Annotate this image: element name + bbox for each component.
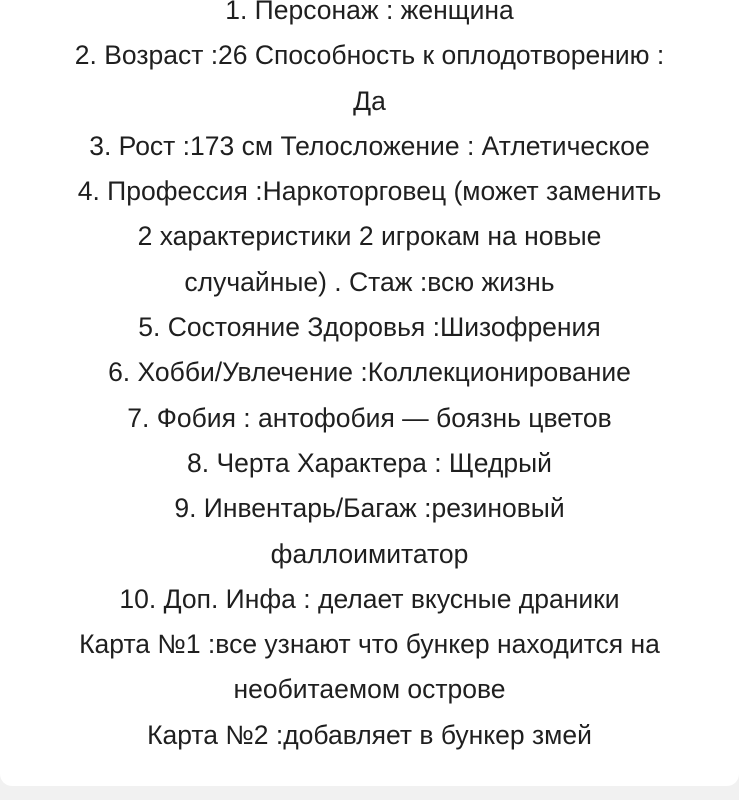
text-line-card-1: Карта №1 :все узнают что бункер находится на (79, 629, 660, 660)
text-line-trait: 8. Черта Характера : Щедрый (187, 447, 552, 478)
text-line-card-2: Карта №2 :добавляет в бункер змей (147, 719, 592, 750)
text-line-health: 5. Состояние Здоровья :Шизофрения (138, 312, 601, 343)
text-line-profession-cont-2: случайные) . Стаж :всю жизнь (184, 266, 555, 297)
text-line-profession: 4. Профессия :Наркоторговец (может заменить (77, 176, 662, 207)
text-line-age: 2. Возраст :26 Способность к оплодотворению : (74, 40, 665, 71)
text-line-hobby: 6. Хобби/Увлечение :Коллекционирование (108, 357, 631, 388)
text-line-age-cont: Да (353, 85, 386, 116)
text-line-height-build: 3. Рост :173 см Телосложение : Атлетическое (89, 130, 650, 161)
text-line-profession-cont-1: 2 характеристики 2 игрокам на новые (137, 221, 602, 252)
text-line-inventory-cont: фаллоимитатор (270, 538, 469, 569)
chat-background-strip (0, 786, 739, 800)
text-line-inventory: 9. Инвентарь/Багаж :резиновый (174, 493, 565, 524)
text-line-phobia: 7. Фобия : антофобия — боязнь цветов (127, 402, 612, 433)
text-line-extra-info: 10. Доп. Инфа : делает вкусные драники (119, 583, 620, 614)
text-line-card-1-cont: необитаемом острове (233, 674, 506, 705)
text-line-character: 1. Персонаж : женщина (225, 0, 514, 25)
